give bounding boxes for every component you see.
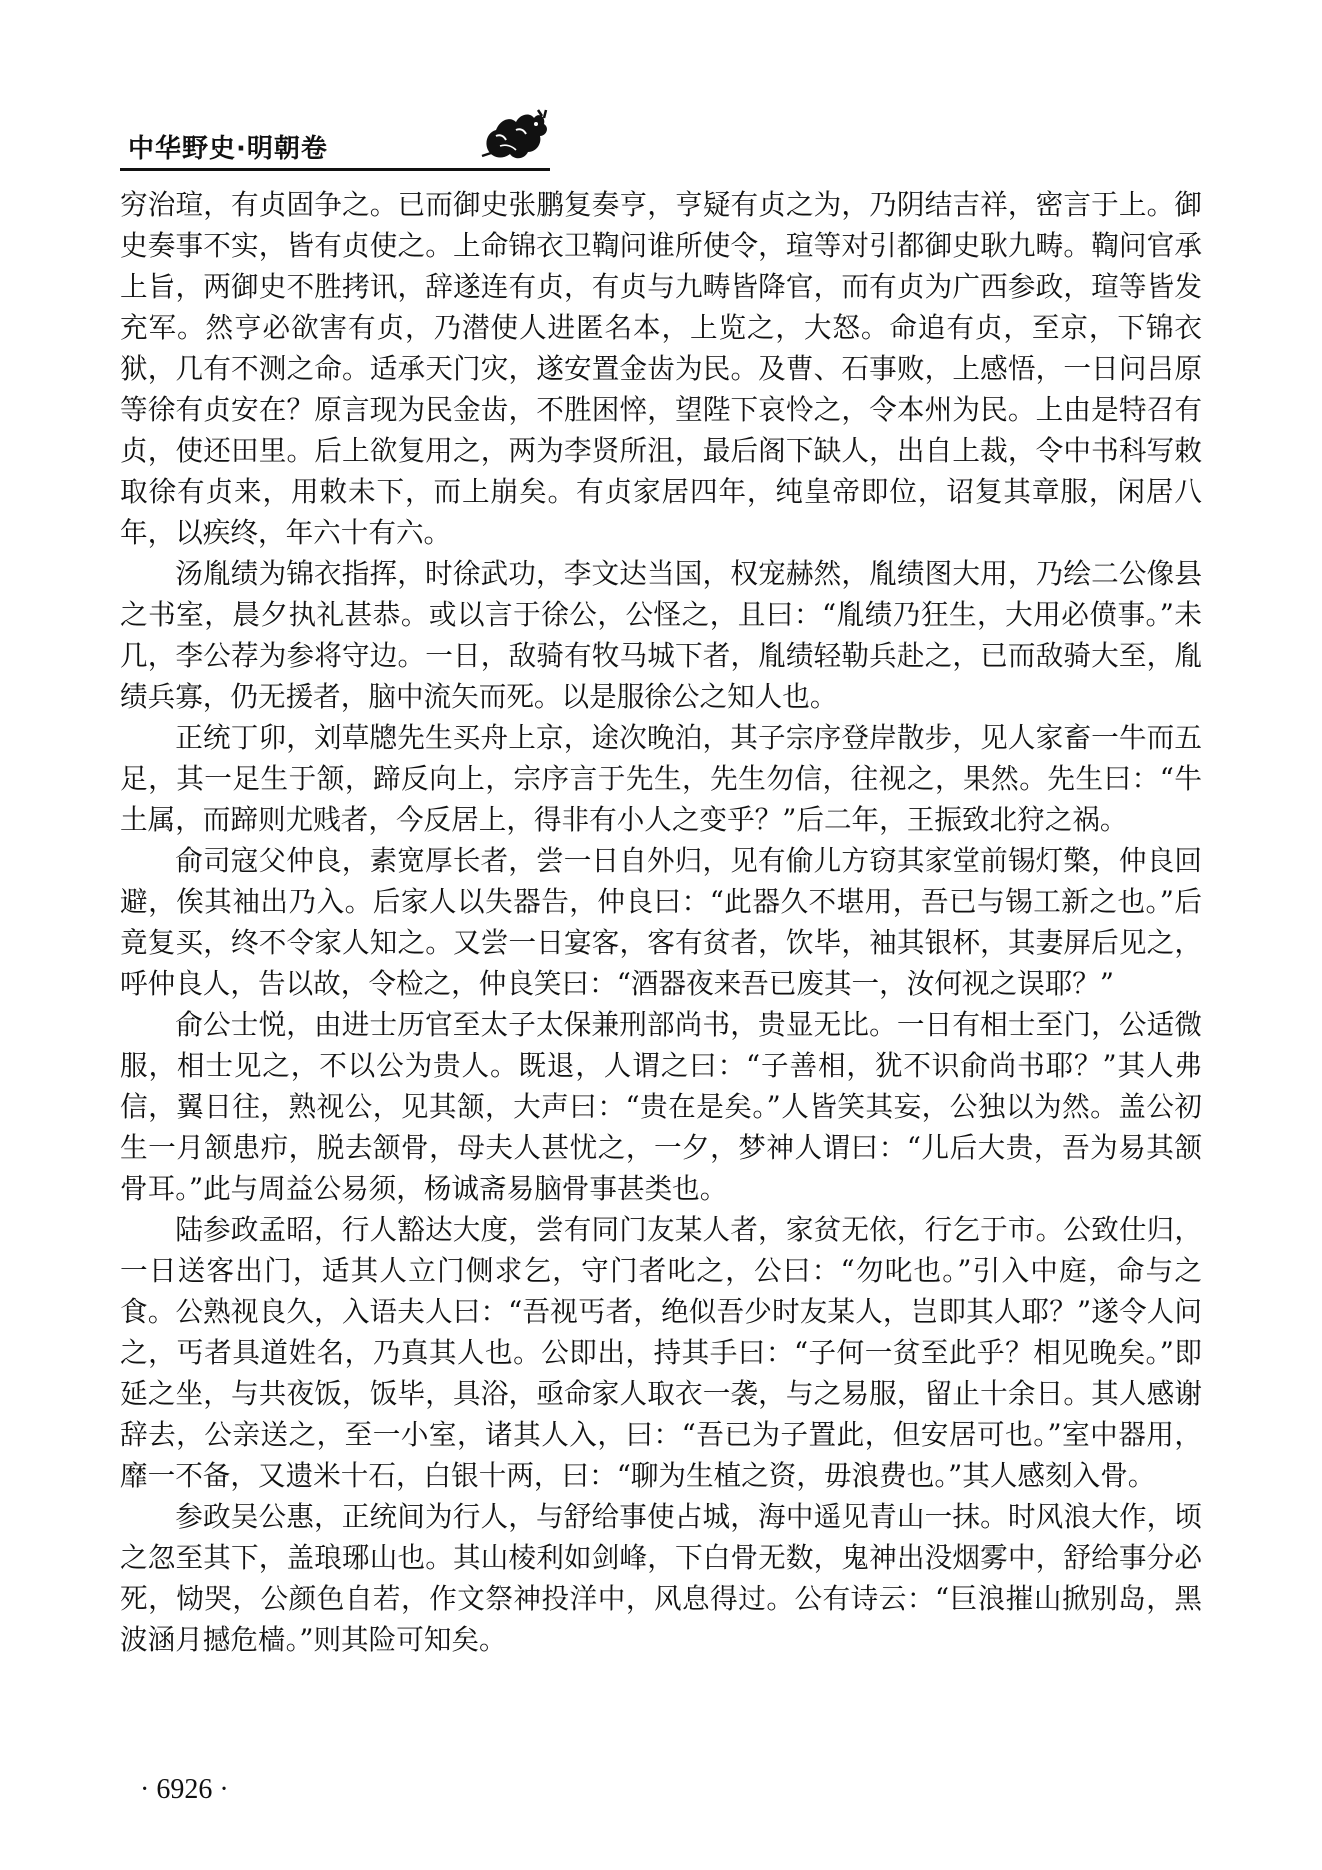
header-rule (120, 168, 550, 171)
body-text (120, 184, 1202, 1660)
paragraph: 俞司寇父仲良，素宽厚长者，尝一日自外归，见有偷儿方窃其家堂前锡灯檠，仲良回避，俟其袖出乃入。后家人以失器告，仲良曰：“此器久不堪用，吾已与锡工新之也。”后竟复买，终不令家人知之。又尝一日宴客，客有贫者，饮毕，袖其银杯，其妻屏后见之，呼仲良人，告以故，令检之，仲良笑曰：“酒器夜来吾已废其一，汝何视之误耶？” (120, 844, 1202, 1000)
paragraph: 穷治瑄，有贞固争之。已而御史张鹏复奏亨，亨疑有贞之为，乃阴结吉祥，密言于上。御史奏事不实，皆有贞使之。上命锦衣卫鞫问谁所使令，瑄等对引都御史耿九畴。鞫问官承上旨，两御史不胜拷讯，辞遂连有贞，有贞与九畴皆降官，而有贞为广西参政，瑄等皆发充军。然亨必欲害有贞，乃潜使人进匿名本，上览之，大怒。命追有贞，至京，下锦衣狱，几有不测之命。适承天门灾，遂安置金齿为民。及曹、石事败，上感悟，一日问吕原等徐有贞安在？原言现为民金齿，不胜困悴，望陛下哀怜之，令本州为民。上由是特召有贞，使还田里。后上欲复用之，两为李贤所沮，最后阁下缺人，出自上裁，令中书科写敕取徐有贞来，用敕未下，而上崩矣。有贞家居四年，纯皇帝即位，诏复其章服，闲居八年，以疾终，年六十有六。 (120, 188, 1202, 549)
paragraph: 陆参政孟昭，行人豁达大度，尝有同门友某人者，家贫无依，行乞于市。公致仕归，一日送客出门，适其人立门侧求乞，守门者叱之，公曰：“勿叱也。”引入中庭，命与之食。公熟视良久，入语夫人曰：“吾视丐者，绝似吾少时友某人，岂即其人耶？”遂令人问之，丐者具道姓名，乃真其人也。公即出，持其手曰：“子何一贫至此乎？相见晚矣。”即延之坐，与共夜饭，饭毕，具浴，亟命家人取衣一袭，与之易服，留止十余日。其人感谢辞去，公亲送之，至一小室，诸其人入，曰：“吾已为子置此，但安居可也。”室中器用，靡一不备，又遗米十石，白银十两，曰：“聊为生植之资，毋浪费也。”其人感刻入骨。 (120, 1213, 1202, 1492)
paragraph: 汤胤绩为锦衣指挥，时徐武功，李文达当国，权宠赫然，胤绩图大用，乃绘二公像县之书室，晨夕执礼甚恭。或以言于徐公，公怪之，且曰：“胤绩乃狂生，大用必偾事。”未几，李公荐为参将守边。一日，敌骑有牧马城下者，胤绩轻勒兵赴之，已而敌骑大至，胤绩兵寡，仍无援者，脑中流矢而死。以是服徐公之知人也。 (120, 557, 1202, 713)
paragraph: 参政吴公惠，正统间为行人，与舒给事使占城，海中遥见青山一抹。时风浪大作，顷之忽至其下，盖琅琊山也。其山棱利如剑峰，下白骨无数，鬼神出没烟雾中，舒给事分必死，恸哭，公颜色自若，作文祭神投洋中，风息得过。公有诗云：“巨浪摧山掀别岛，黑波涵月撼危樯。”则其险可知矣。 (120, 1500, 1202, 1656)
running-header (120, 100, 550, 172)
dragon-icon (480, 106, 550, 164)
book-title: 中华野史·明朝卷 (128, 134, 328, 164)
paragraph: 正统丁卯，刘草牕先生买舟上京，途次晚泊，其子宗序登岸散步，见人家畜一牛而五足，其一足生于颔，蹄反向上，宗序言于先生，先生勿信，往视之，果然。先生曰：“牛土属，而蹄则尤贱者，今反居上，得非有小人之变乎？”后二年，王振致北狩之祸。 (120, 721, 1202, 836)
paragraph: 俞公士悦，由进士历官至太子太保兼刑部尚书，贵显无比。一日有相士至门，公适微服，相士见之，不以公为贵人。既退，人谓之曰：“子善相，犹不识俞尚书耶？”其人弗信，翼日往，熟视公，见其颔，大声曰：“贵在是矣。”人皆笑其妄，公独以为然。盖公初生一月颔患疖，脱去颔骨，母夫人甚忧之，一夕，梦神人谓曰：“儿后大贵，吾为易其颔骨耳。”此与周益公易须，杨诚斋易脑骨事甚类也。 (120, 1008, 1202, 1205)
page-number: · 6926 · (140, 1774, 229, 1805)
